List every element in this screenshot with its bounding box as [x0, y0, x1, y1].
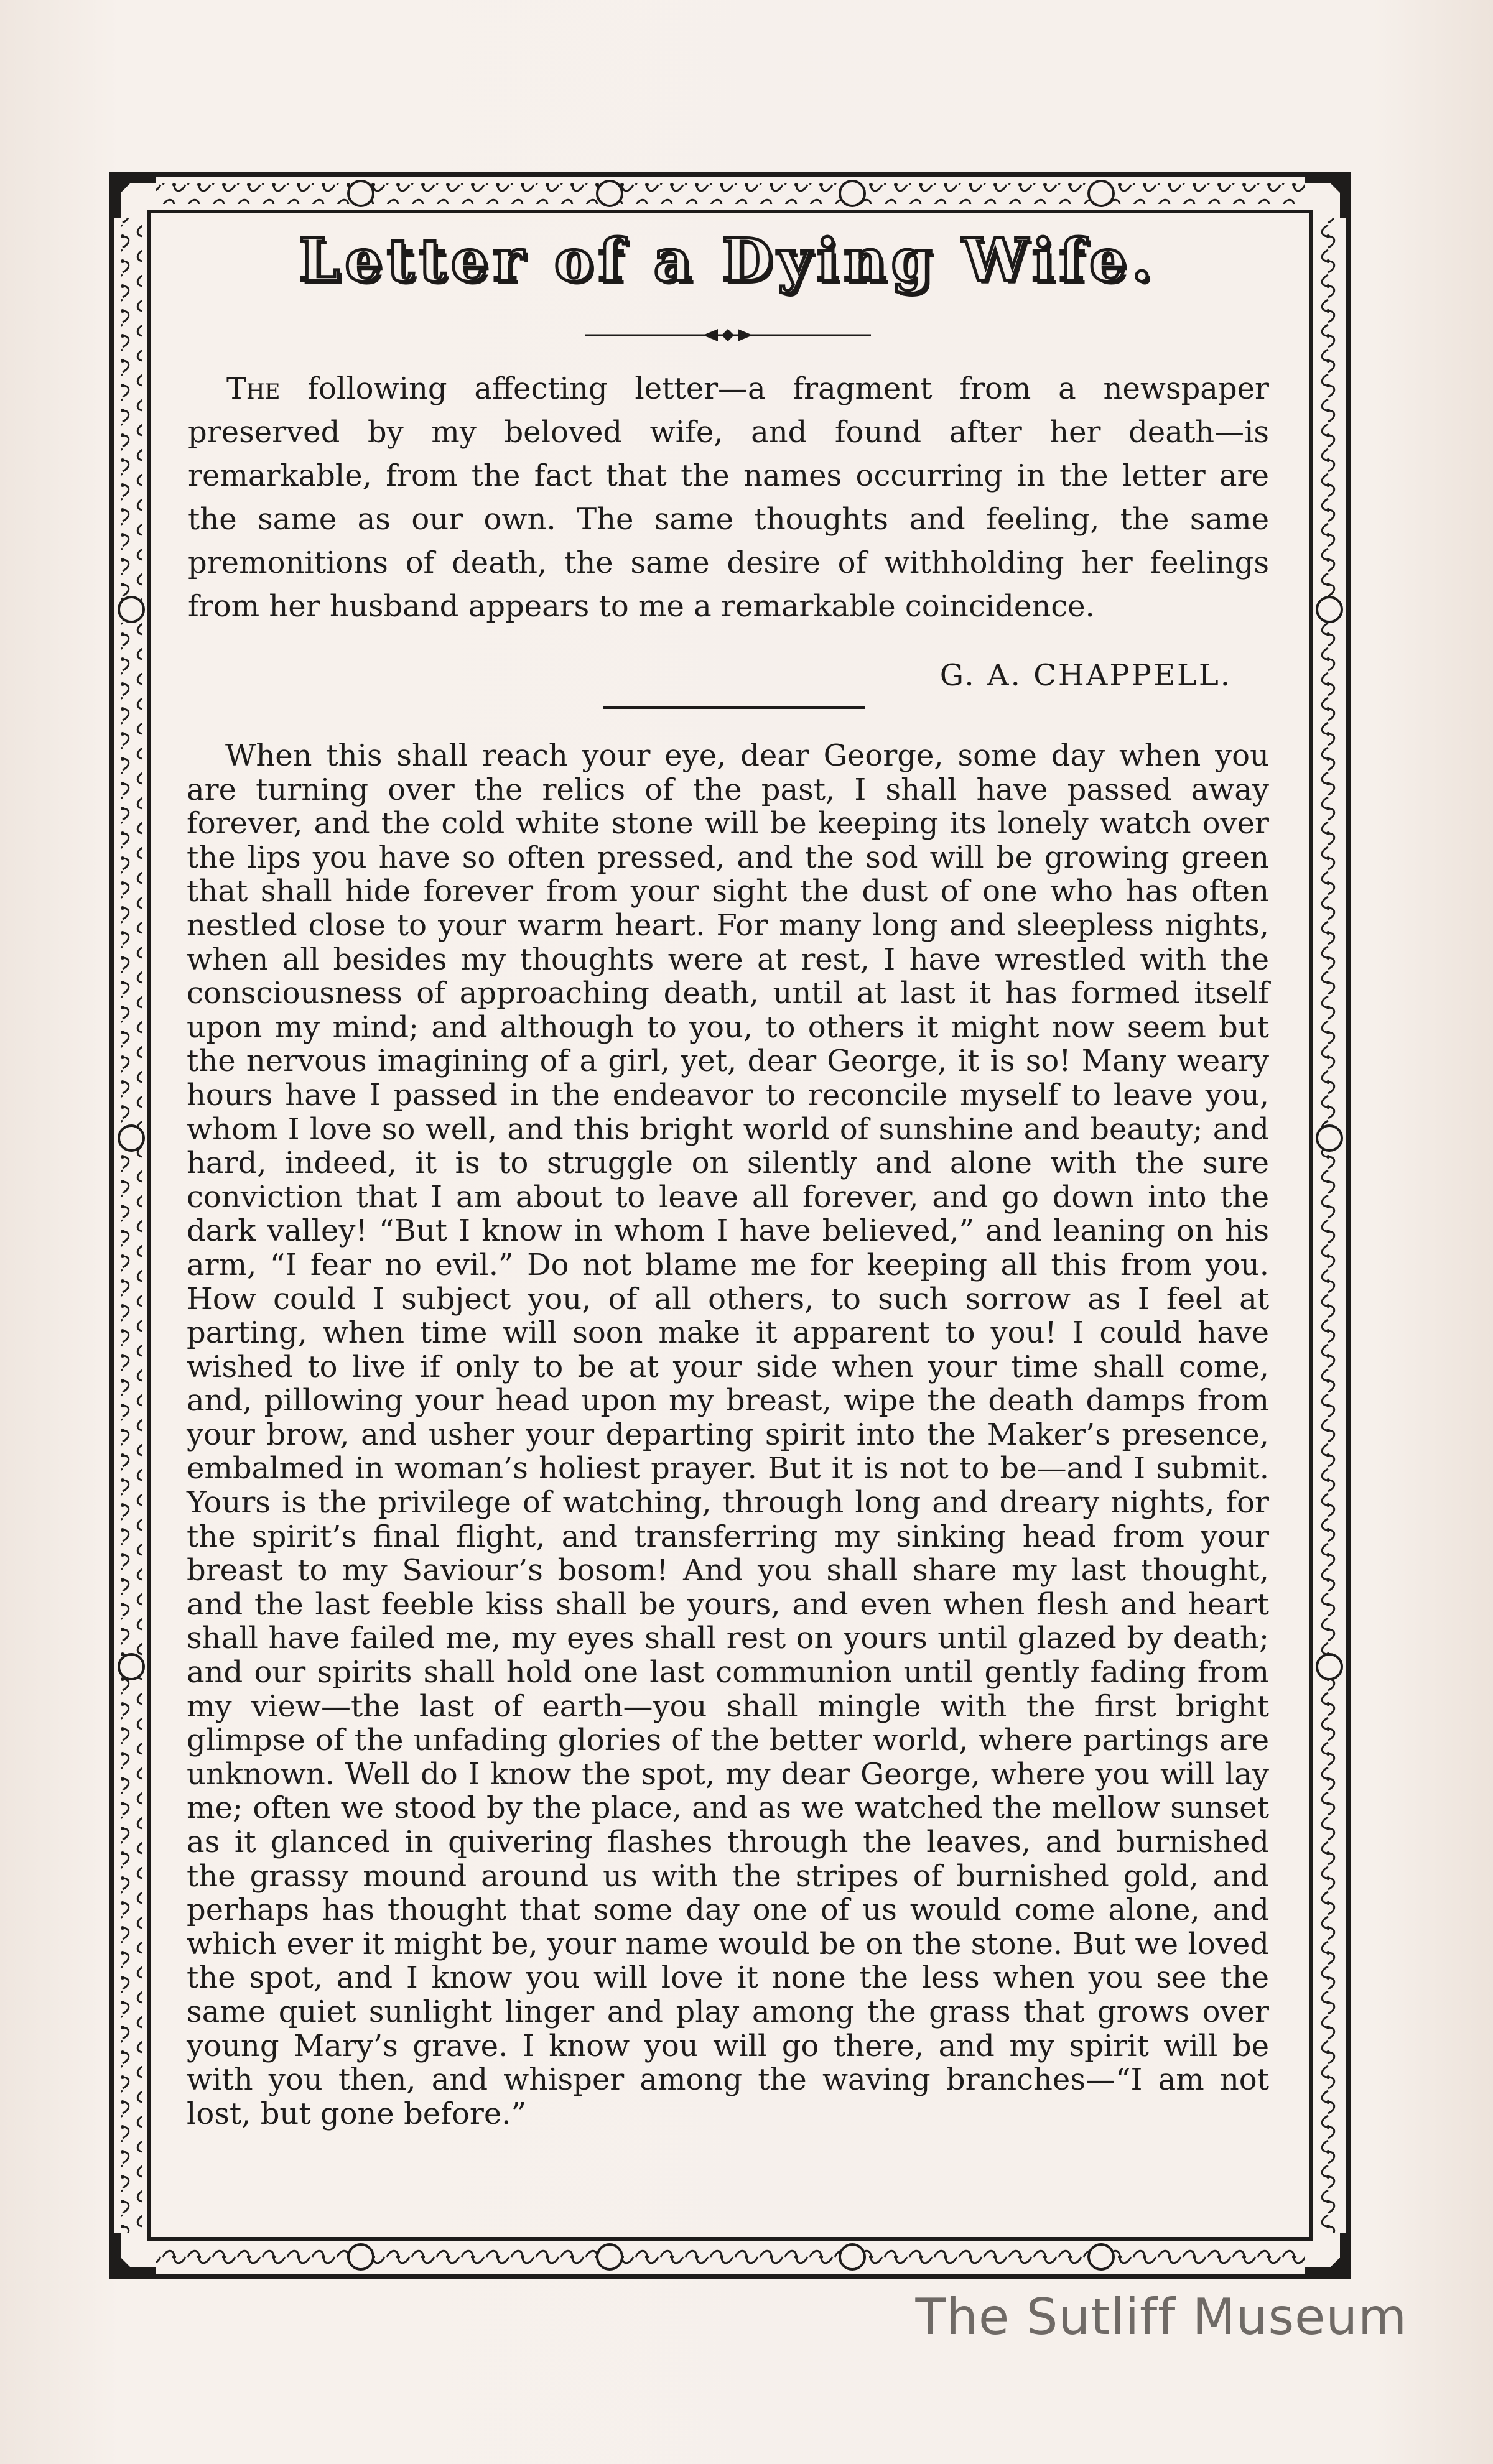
- title-divider: [585, 327, 871, 343]
- signature: G. A. CHAPPELL.: [939, 658, 1232, 693]
- intro-text: following affecting letter—a fragment from a newspaper preserved by my beloved wife, and found after her death—is remarkable, from the fact that the names occurring in the letter are the same as our own. The same thoughts and feeling, the same premonitions of death, the same desire of withholding her feelings from her husband appears to me a remarkable coincidence.: [188, 371, 1269, 624]
- museum-watermark: The Sutliff Museum: [915, 2288, 1407, 2346]
- intro-paragraph: [187, 367, 1269, 628]
- document-body: [187, 211, 1269, 2161]
- signature-rule: [603, 706, 865, 709]
- letter-paragraph: When this shall reach your eye, dear George, some day when you are turning over the relics of the past, I shall have passed away forever, and the cold white stone will be keeping its lonely watch over the lips you have so often pressed, and the sod will be growing green that shall hide forever from your sight the dust of one who has often nestled close to your warm heart. For many long and sleepless nights, when all besides my thoughts were at rest, I have wrestled with the consciousness of approaching death, until at last it has formed itself upon my mind; and although to you, to others it might now seem but the nervous imagining of a girl, yet, dear George, it is so! Many weary hours have I passed in the endeavor to reconcile myself to leave you, whom I love so well, and this bright world of sunshine and beauty; and hard, indeed, it is to struggle on silently and alone with the sure conviction that I am about to leave all forever, and go down into the dark valley! “But I know in whom I have believed,” and leaning on his arm, “I fear no evil.” Do not blame me for keeping all this from you. How could I subject you, of all others, to such sorrow as I feel at parting, when time will soon make it apparent to you! I could have wished to live if only to be at your side when your time shall come, and, pillowing your head upon my breast, wipe the death damps from your brow, and usher your departing spirit into the Maker’s presence, embalmed in woman’s holiest prayer. But it is not to be—and I submit. Yours is the privilege of watching, through long and dreary nights, for the spirit’s final flight, and transferring my sinking head from your breast to my Saviour’s bosom! And you shall share my last thought, and the last feeble kiss shall be yours, and even when flesh and heart shall have failed me, my eyes shall rest on yours until glazed by death; and our spirits shall hold one last communion until gently fading from my view—the last of earth—you shall mingle with the first bright glimpse of the unfading glories of the better world, where partings are unknown. Well do I know the spot, my dear George, where you will lay me; often we stood by the place, and as we watched the mellow sunset as it glanced in quivering flashes through the leaves, and burnished the grassy mound around us with the stripes of burnished gold, and perhaps has thought that some day one of us would come alone, and which ever it might be, your name would be on the stone. But we loved the spot, and I know you will love it none the less when you see the same quiet sunlight linger and play among the grass that grows over young Mary’s grave. I know you will go there, and my spirit will be with you then, and whisper among the waving branches—“I am not lost, but gone before.”: [187, 738, 1269, 2131]
- intro-lead-word: The: [226, 371, 281, 406]
- document-title: Letter of a Dying Wife.: [299, 226, 1157, 295]
